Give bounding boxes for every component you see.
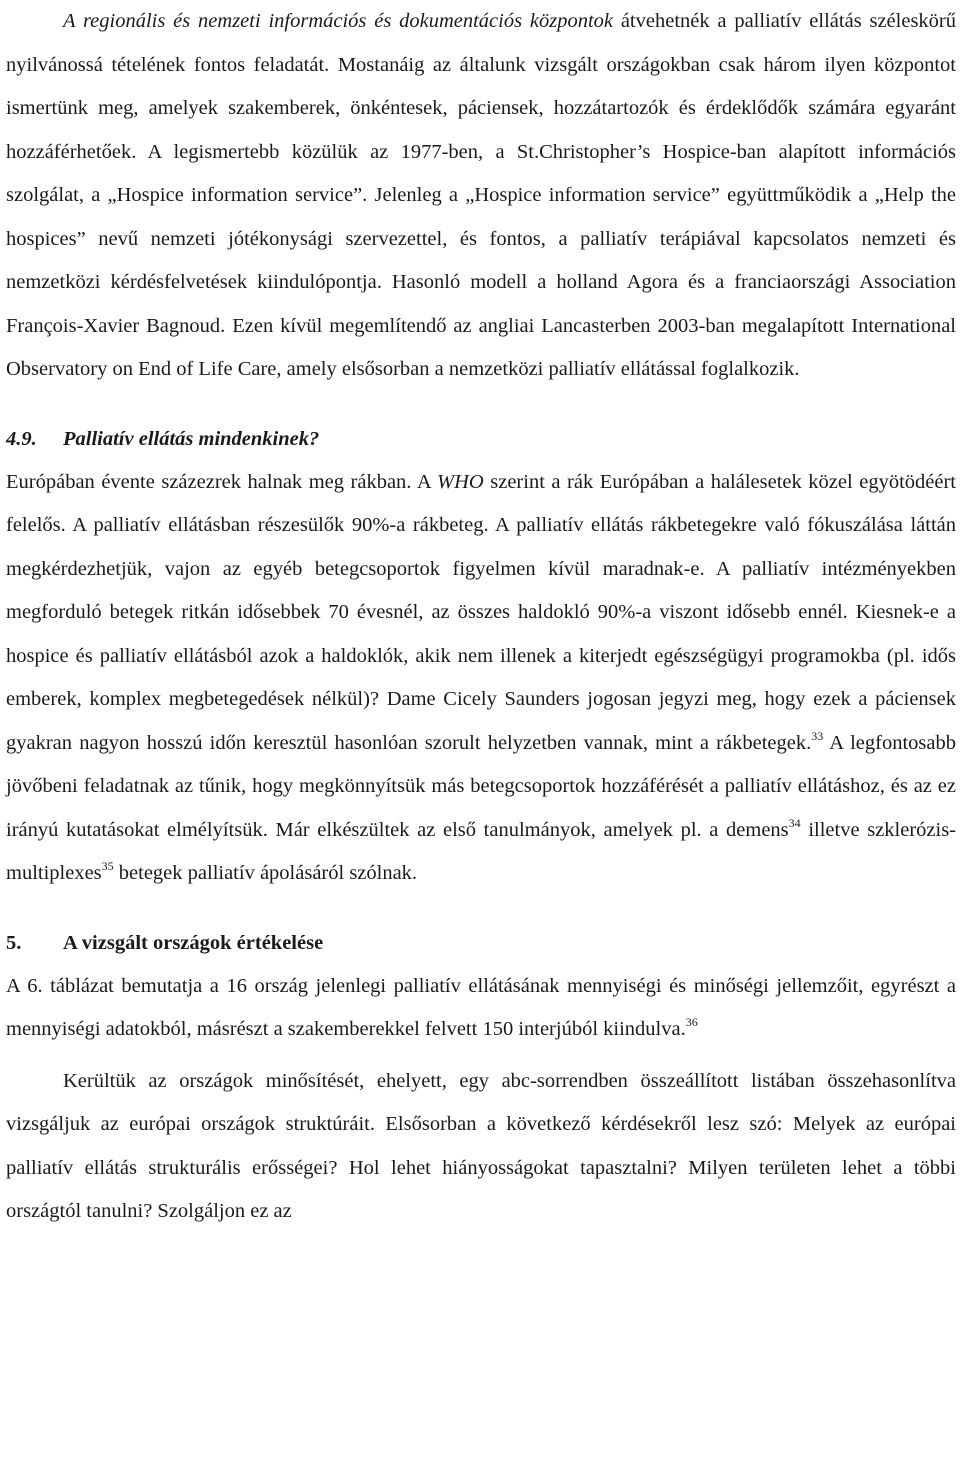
paragraph-text: szerint a rák Európában a halálesetek közel egyötödéért felelős. A palliatív ellátásban részesülők 90%-a rákbeteg. A palliatív ellátás rákbetegekre való fókuszálása láttán megkérdezhetjük, vajon az egyéb betegcsoportok figyelmen kívül maradnak-e. A palliatív intézményekben megforduló betegek ritkán idősebbek 70 évesnél, az összes haldokló 90%-a viszont idősebb ennél. Kiesnek-e a hospice és palliatív ellátásból azok a haldoklók, akik nem illenek a kiterjedt egészségügyi programokba (pl. idős emberek, komplex megbetegedések nélkül)? Dame Cicely Saunders jogosan jegyzi meg, hogy ezek a páciensek gyakran nagyon hosszú időn keresztül hasonlóan szorult helyzetben vannak, mint a rákbetegek. [6,470,956,754]
section-heading-5 [6,922,956,965]
footnote-ref-36[interactable]: 36 [685,1015,698,1029]
spacer [6,392,956,418]
paragraph-text: betegek palliatív ápolásáról szólnak. [113,862,418,884]
spacer [6,896,956,922]
paragraph-palliative-for-all [6,461,956,896]
paragraph-comparison [6,1060,956,1234]
paragraph-text: átvehetnék a palliatív ellátás széleskörű nyilvánossá tételének fontos feladatát. Mostanáig az általunk vizsgált országokban csak három ilyen központot ismertünk meg, amelyek szakemberek, önkéntesek, páciensek, hozzátartozók és érdeklődők számára egyaránt hozzáférhetőek. A legismertebb közülük az 1977-ben, a St.Christopher’s Hospice-ban alapított információs szolgálat, a „Hospice information service”. Jelenleg a „Hospice information service” együttműködik a „Help the hospices” nevű nemzeti jótékonysági szervezettel, és fontos, a palliatív terápiával kapcsolatos nemzeti és nemzetközi kérdésfelvetések kiindulópontja. Hasonló modell a holland Agora és a franciaországi Association François-Xavier Bagnoud. Ezen kívül megemlítendő az angliai Lancasterben 2003-ban megalapított International Observatory on End of Life Care, amely elsősorban a nemzetközi palliatív ellátással foglalkozik. [6,10,957,380]
emphasis-who: WHO [437,470,484,493]
paragraph-text: A 6. táblázat bemutatja a 16 ország jelenlegi palliatív ellátásának mennyiségi és minőségi jellemzőit, egyrészt a mennyiségi adatokból, másrészt a szakemberekkel felvett 150 interjúból kiindulva. [6,974,956,1040]
spacer [6,1052,956,1060]
section-heading-4-9 [6,418,956,461]
paragraph-text: illetve szklerózis-multiplexes [6,818,957,884]
footnote-ref-33[interactable]: 33 [811,728,824,743]
footnote-ref-35[interactable]: 35 [101,859,114,873]
paragraph-information-centres [6,0,956,392]
emphasis-centres: A regionális és nemzeti információs és dokumentációs központok [63,10,614,32]
paragraph-text: A legfontosabb jövőbeni feladatnak az tűnik, hogy megkönnyítsük más betegcsoportok hozzáférését a palliatív ellátáshoz, és az ez irányú kutatásokat elmélyítsük. Már elkészültek az első tanulmányok, amelyek pl. a demens [6,731,957,841]
document-page [6,0,956,1234]
paragraph-table-intro [6,965,956,1052]
section-number: 4.9. [6,427,37,450]
footnote-ref-34[interactable]: 34 [788,815,801,830]
section-title: Palliatív ellátás mindenkinek? [63,427,320,450]
paragraph-text: Kerültük az országok minősítését, ehelyett, egy abc-sorrendben összeállított listában összehasonlítva vizsgáljuk az európai országok struktúráit. Elsősorban a következő kérdésekről lesz szó: Melyek az európai palliatív ellátás strukturális erősségei? Hol lehet hiányosságokat tapasztalni? Milyen területen lehet a többi országtól tanulni? Szolgáljon ez az [6,1069,956,1222]
section-title: A vizsgált országok értékelése [63,931,324,954]
section-number: 5. [6,931,22,954]
paragraph-text: Európában évente százezrek halnak meg rákban. A [6,470,438,493]
